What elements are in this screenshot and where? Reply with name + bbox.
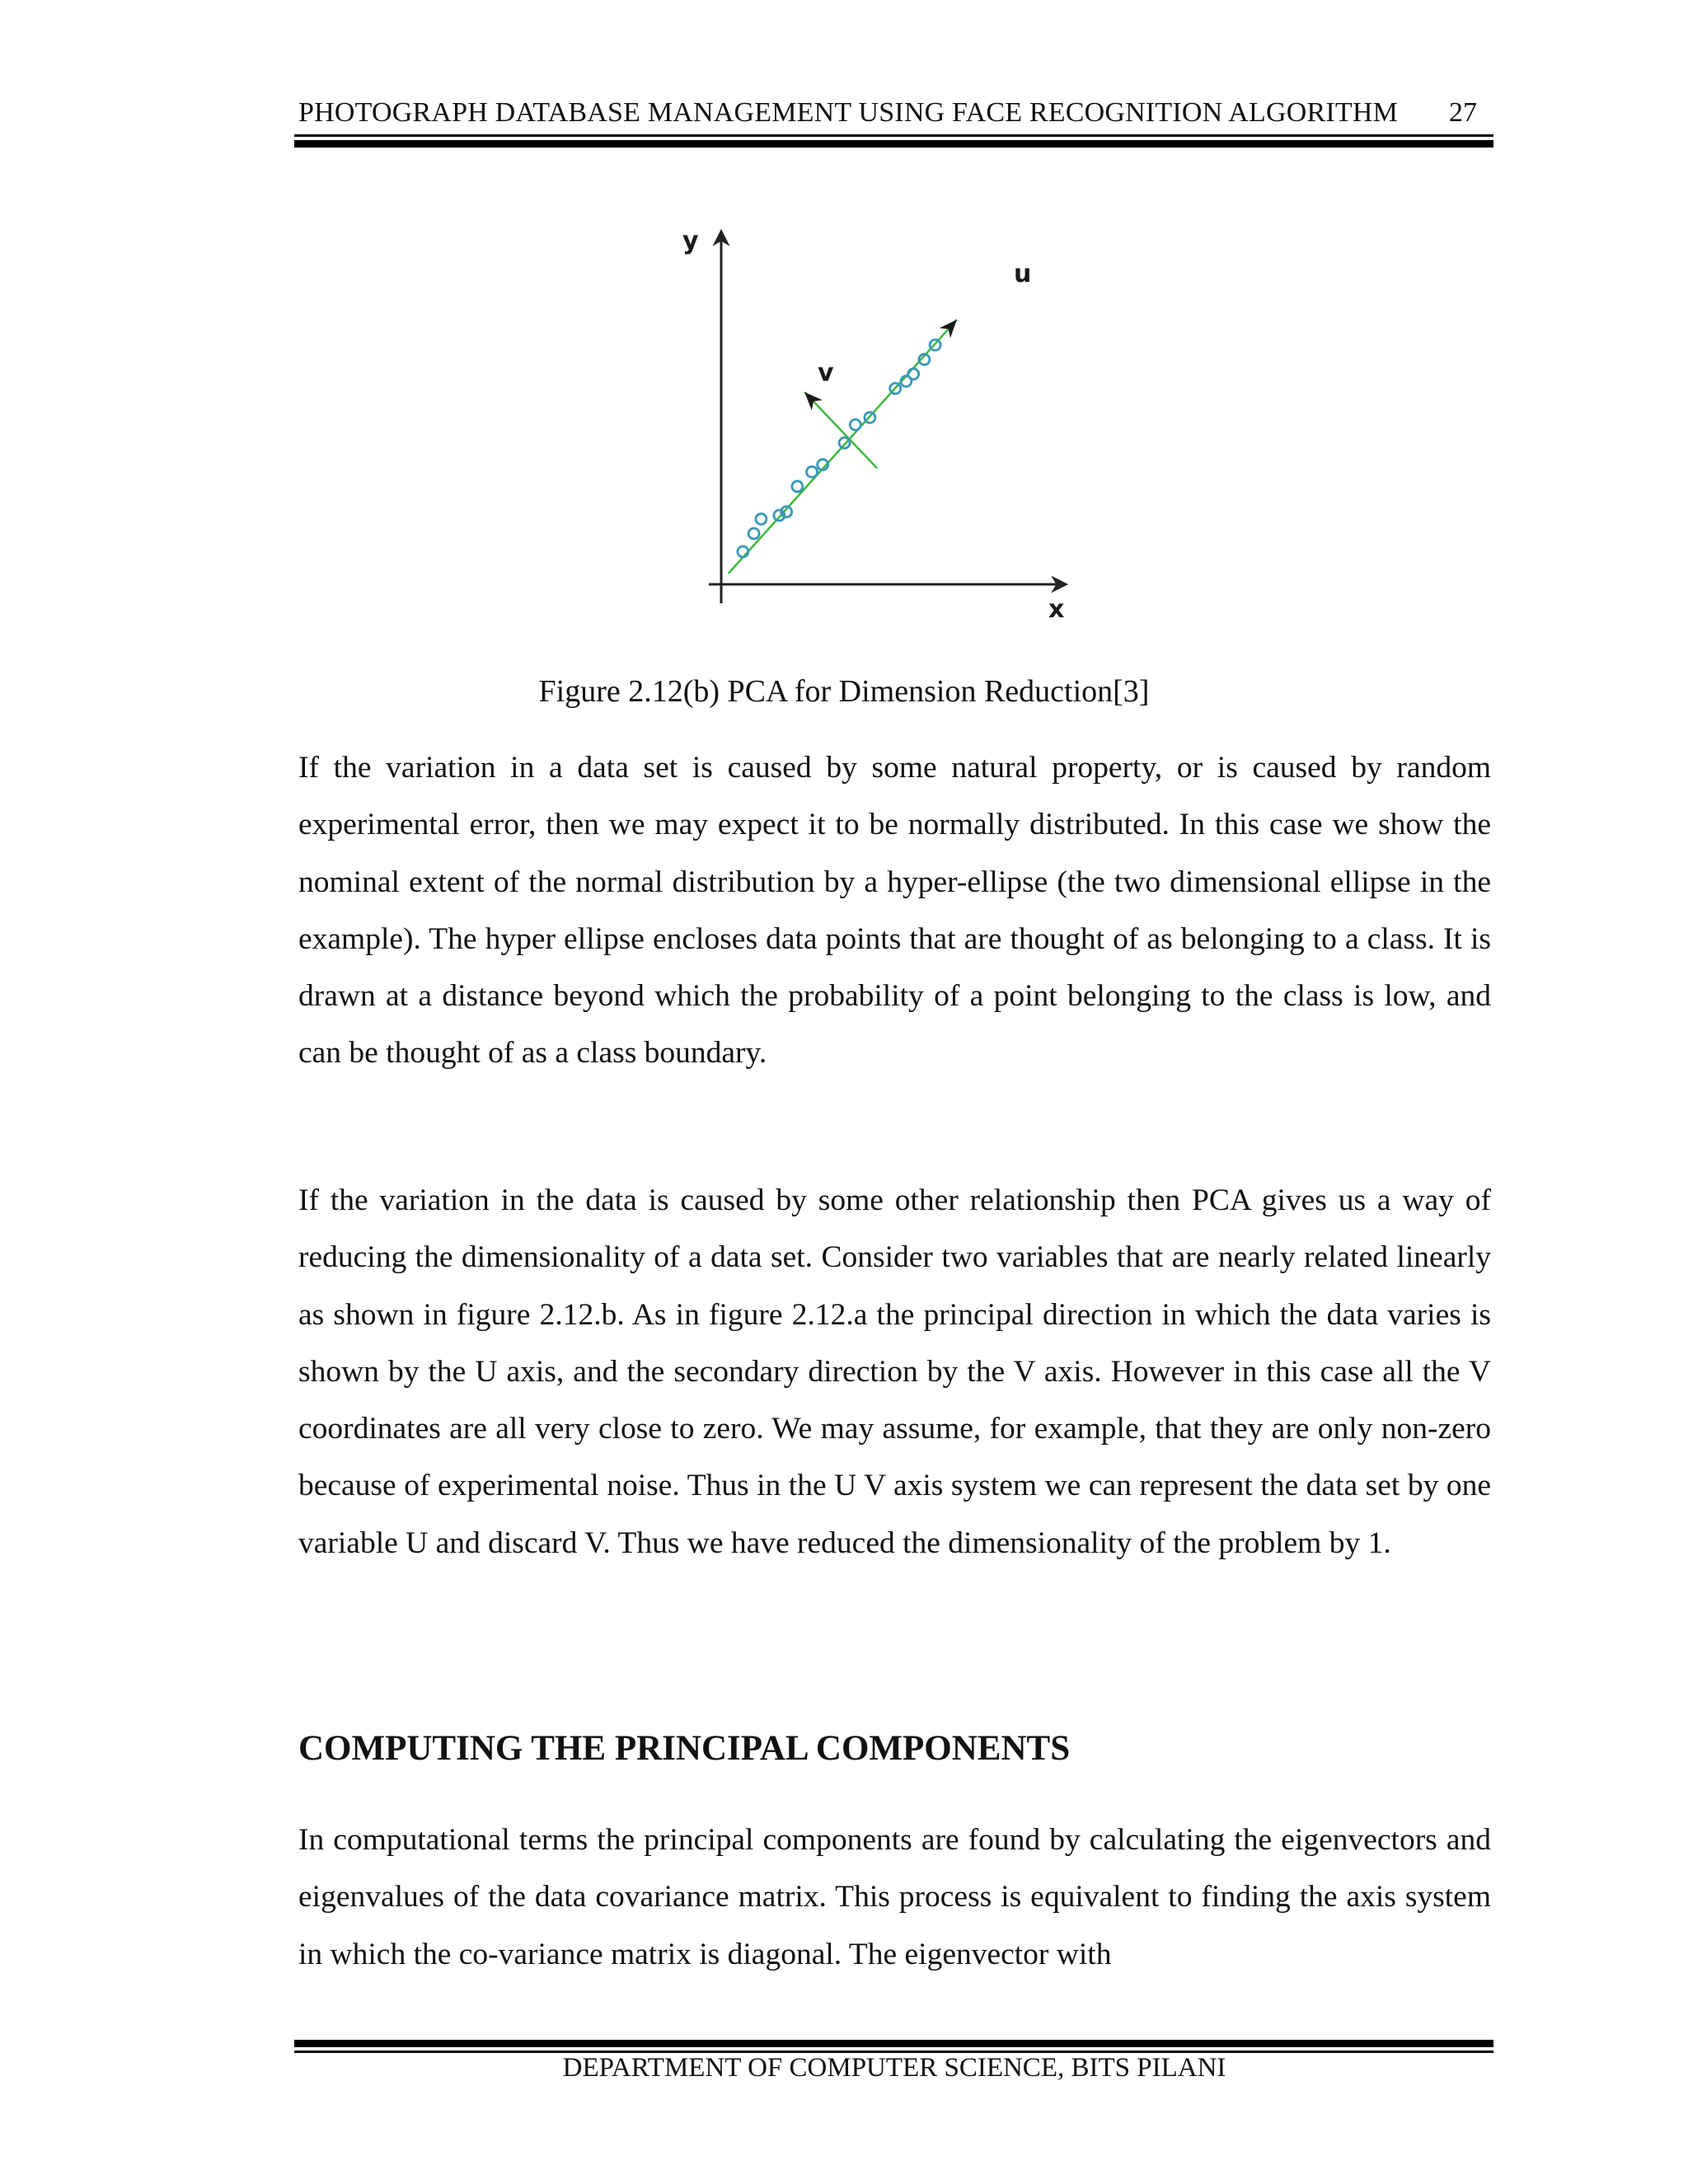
figure-caption: Figure 2.12(b) PCA for Dimension Reduction[3] <box>538 674 1150 709</box>
page-header <box>294 97 1493 130</box>
data-point <box>748 528 759 539</box>
section-heading: COMPUTING THE PRINCIPAL COMPONENTS <box>298 1729 1071 1768</box>
axis-label-u: u <box>1014 260 1032 288</box>
data-point <box>792 481 803 492</box>
data-point <box>839 438 850 448</box>
v-axis-line <box>804 392 877 468</box>
data-point <box>807 466 818 477</box>
axis-label-v: v <box>818 359 834 387</box>
u-axis-line <box>729 320 957 574</box>
paragraph-dimensionality-reduction: If the variation in the data is caused by some other relationship then PCA gives us a way of reducing the dimensionality of a data set. Consider two variables that are nearly related linearly as shown in figure 2.12.b. As in figure 2.12.a the principal direction in which the data varies is shown by the U axis, and the secondary direction by the V axis. However in this case all the V coordinates are all very close to zero. We may assume, for example, that they are only non-zero because of experimental noise. Thus in the U V axis system we can represent the data set by one variable U and discard V. Thus we have reduced the dimensionality of the problem by 1. <box>298 1183 1491 1560</box>
data-point <box>850 419 860 430</box>
pca-figure <box>676 216 1088 628</box>
axis-label-y: y <box>682 227 699 255</box>
data-point <box>756 513 767 524</box>
axis-label-x: x <box>1048 595 1065 624</box>
page-footer: DEPARTMENT OF COMPUTER SCIENCE, BITS PILANI <box>562 2053 1226 2083</box>
paragraph-computing-components: In computational terms the principal components are found by calculating the eigenvectors and eigenvalues of the data covariance matrix. This process is equivalent to finding the axis system in which the co-variance matrix is diagonal. The eigenvector with <box>298 1823 1491 1971</box>
data-point <box>908 368 919 379</box>
paragraph-normal-distribution: If the variation in a data set is caused by some natural property, or is caused by random experimental error, then we may expect it to be normally distributed. In this case we show the nominal extent of the normal distribution by a hyper-ellipse (the two dimensional ellipse in the example). The hyper ellipse encloses data points that are thought of as belonging to a class. It is drawn at a distance beyond which the probability of a point belonging to the class is low, and can be thought of as a class boundary. <box>298 751 1491 1071</box>
footer-rule-thick <box>294 2040 1493 2047</box>
header-rule-thick <box>294 140 1493 148</box>
running-title: PHOTOGRAPH DATABASE MANAGEMENT USING FACE RECOGNITION ALGORITHM <box>298 97 1399 128</box>
header-rule-thin <box>294 134 1493 137</box>
page-number: 27 <box>1449 97 1477 128</box>
pca-chart <box>676 216 1088 628</box>
